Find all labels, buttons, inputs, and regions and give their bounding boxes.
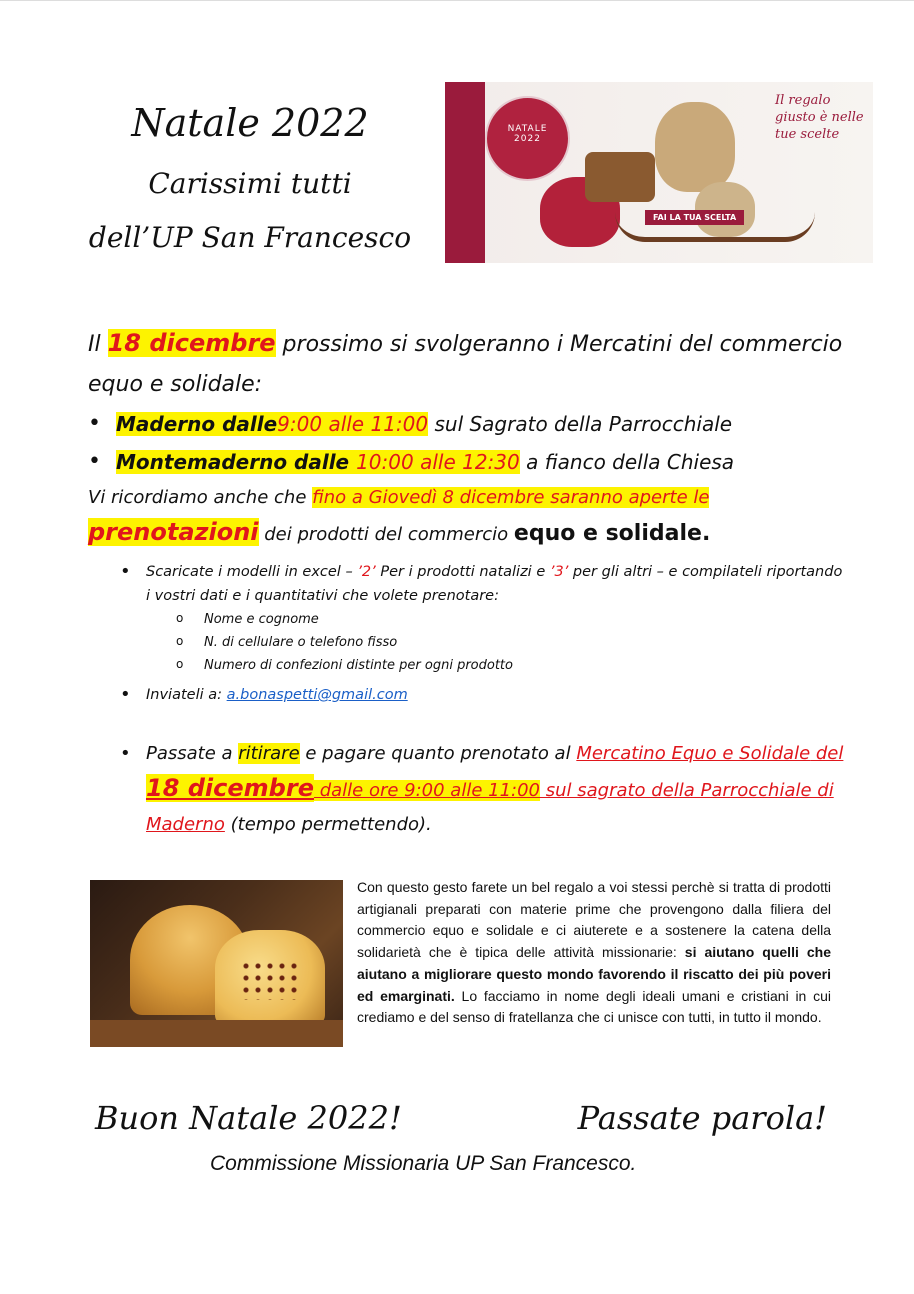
raisins: [240, 960, 300, 1000]
message-part-2: Lo facciamo in nome degli ideali umani e cristiani in cui crediamo e del senso di fratellanza che ci unisce con tutti, in tutto il mondo.: [357, 987, 831, 1026]
reminder-bookings: prenotazioni: [88, 518, 259, 546]
header: [60, 101, 440, 265]
model-2-link[interactable]: ’2’: [357, 564, 376, 580]
list-item: [118, 560, 848, 677]
pickup-place: sul sagrato della Parrocchiale di Maderno: [146, 780, 834, 835]
panettone-photo: [90, 880, 343, 1047]
closing-greeting: Buon Natale 2022!: [95, 1099, 402, 1137]
send-lead: Inviateli a:: [146, 687, 227, 703]
reminder-le: le: [693, 487, 710, 508]
download-rest: per gli altri – e compilateli riportando i vostri dati e i quantitativi che volete prenotare:: [146, 564, 843, 604]
banner-slogan: Il regalo giusto è nelle tue scelte: [775, 93, 864, 142]
market-time: 10:00 alle 12:30: [356, 450, 520, 474]
market-time: 9:00 alle 11:00: [277, 412, 429, 436]
greeting-line-1: Carissimi tutti: [148, 167, 352, 200]
signature: Commissione Missionaria UP San Francesco.: [210, 1152, 637, 1175]
christmas-banner-image: [445, 82, 873, 263]
greeting-line-2: dell’UP San Francesco: [88, 221, 412, 254]
list-item: o Numero di confezioni distinte per ogni prodotto: [176, 654, 848, 677]
pickup-mid: e pagare quanto prenotato al: [299, 743, 577, 764]
pickup-del: del: [810, 743, 844, 764]
market-where: sul Sagrato della Parrocchiale: [428, 412, 733, 436]
gift-bag-burlap: [655, 102, 735, 192]
banner-cta: FAI LA TUA SCELTA: [645, 210, 744, 225]
market-place: Maderno dalle: [116, 412, 278, 436]
model-3-link[interactable]: ’3’: [549, 564, 569, 580]
natale-seal: [485, 96, 570, 181]
download-lead: Scaricate i modelli in excel –: [146, 564, 358, 580]
pickup-lead: Passate a: [146, 743, 239, 764]
reminder-rest: dei prodotti del commercio: [258, 524, 514, 545]
greeting: [60, 157, 440, 265]
seal-label: NATALE: [507, 124, 548, 134]
message-bold: si aiutano quelli che aiutano a migliorare questo mondo favorendo il riscatto dei più poveri ed emarginati.: [357, 944, 832, 1004]
intro-lead: Il: [88, 332, 108, 357]
list-item: [118, 737, 848, 842]
intro-paragraph: [88, 323, 848, 405]
download-mid: Per i prodotti natalizi e: [375, 564, 550, 580]
pickup-market: Mercatino Equo e Solidale: [576, 743, 811, 764]
market-where: a fianco della Chiesa: [519, 450, 735, 474]
reminder-deadline: fino a Giovedì 8 dicembre saranno aperte: [312, 487, 694, 508]
list-item: o N. di cellulare o telefono fisso: [176, 631, 848, 654]
basket: [585, 152, 655, 202]
list-item: [88, 443, 848, 481]
market-list: [88, 405, 848, 481]
message-part-1: Con questo gesto farete un bel regalo a voi stessi perchè si tratta di prodotti artigianali preparati con materie prime che provengono dalla filiera del commercio equo e solidale e ci aiuterete e a sostenere la catena della solidarietà che è tipica delle attività missionarie:: [357, 879, 831, 961]
market-place: Montemaderno dalle: [116, 450, 357, 474]
page-title: Natale 2022: [131, 101, 369, 145]
intro-rest: prossimo si svolgeranno i Mercatini del commercio equo e solidale:: [88, 332, 843, 397]
closing-call: Passate parola!: [577, 1099, 827, 1137]
list-item: [88, 405, 848, 443]
pickup-date: 18 dicembre: [146, 774, 314, 802]
banner-stripe: [445, 82, 485, 263]
reminder-lead: Vi ricordiamo anche che: [88, 487, 313, 508]
list-item: o Nome e cognome: [176, 608, 848, 631]
main-content: [88, 323, 848, 842]
wooden-board: [90, 1020, 343, 1047]
pickup-word: ritirare: [238, 743, 300, 764]
pickup-time: dalle ore 9:00 alle 11:00: [313, 780, 540, 801]
reminder-paragraph: [88, 481, 848, 552]
market-date: 18 dicembre: [107, 329, 276, 357]
instructions-list: [118, 560, 848, 842]
fields-list: [176, 608, 848, 677]
list-item: [118, 683, 848, 707]
message-paragraph: [357, 877, 831, 1029]
email-link[interactable]: a.bonaspetti@gmail.com: [226, 687, 408, 703]
pickup-end: (tempo permettendo).: [224, 814, 432, 835]
reminder-emph: equo e solidale.: [513, 521, 711, 546]
seal-year: 2022: [514, 134, 541, 144]
